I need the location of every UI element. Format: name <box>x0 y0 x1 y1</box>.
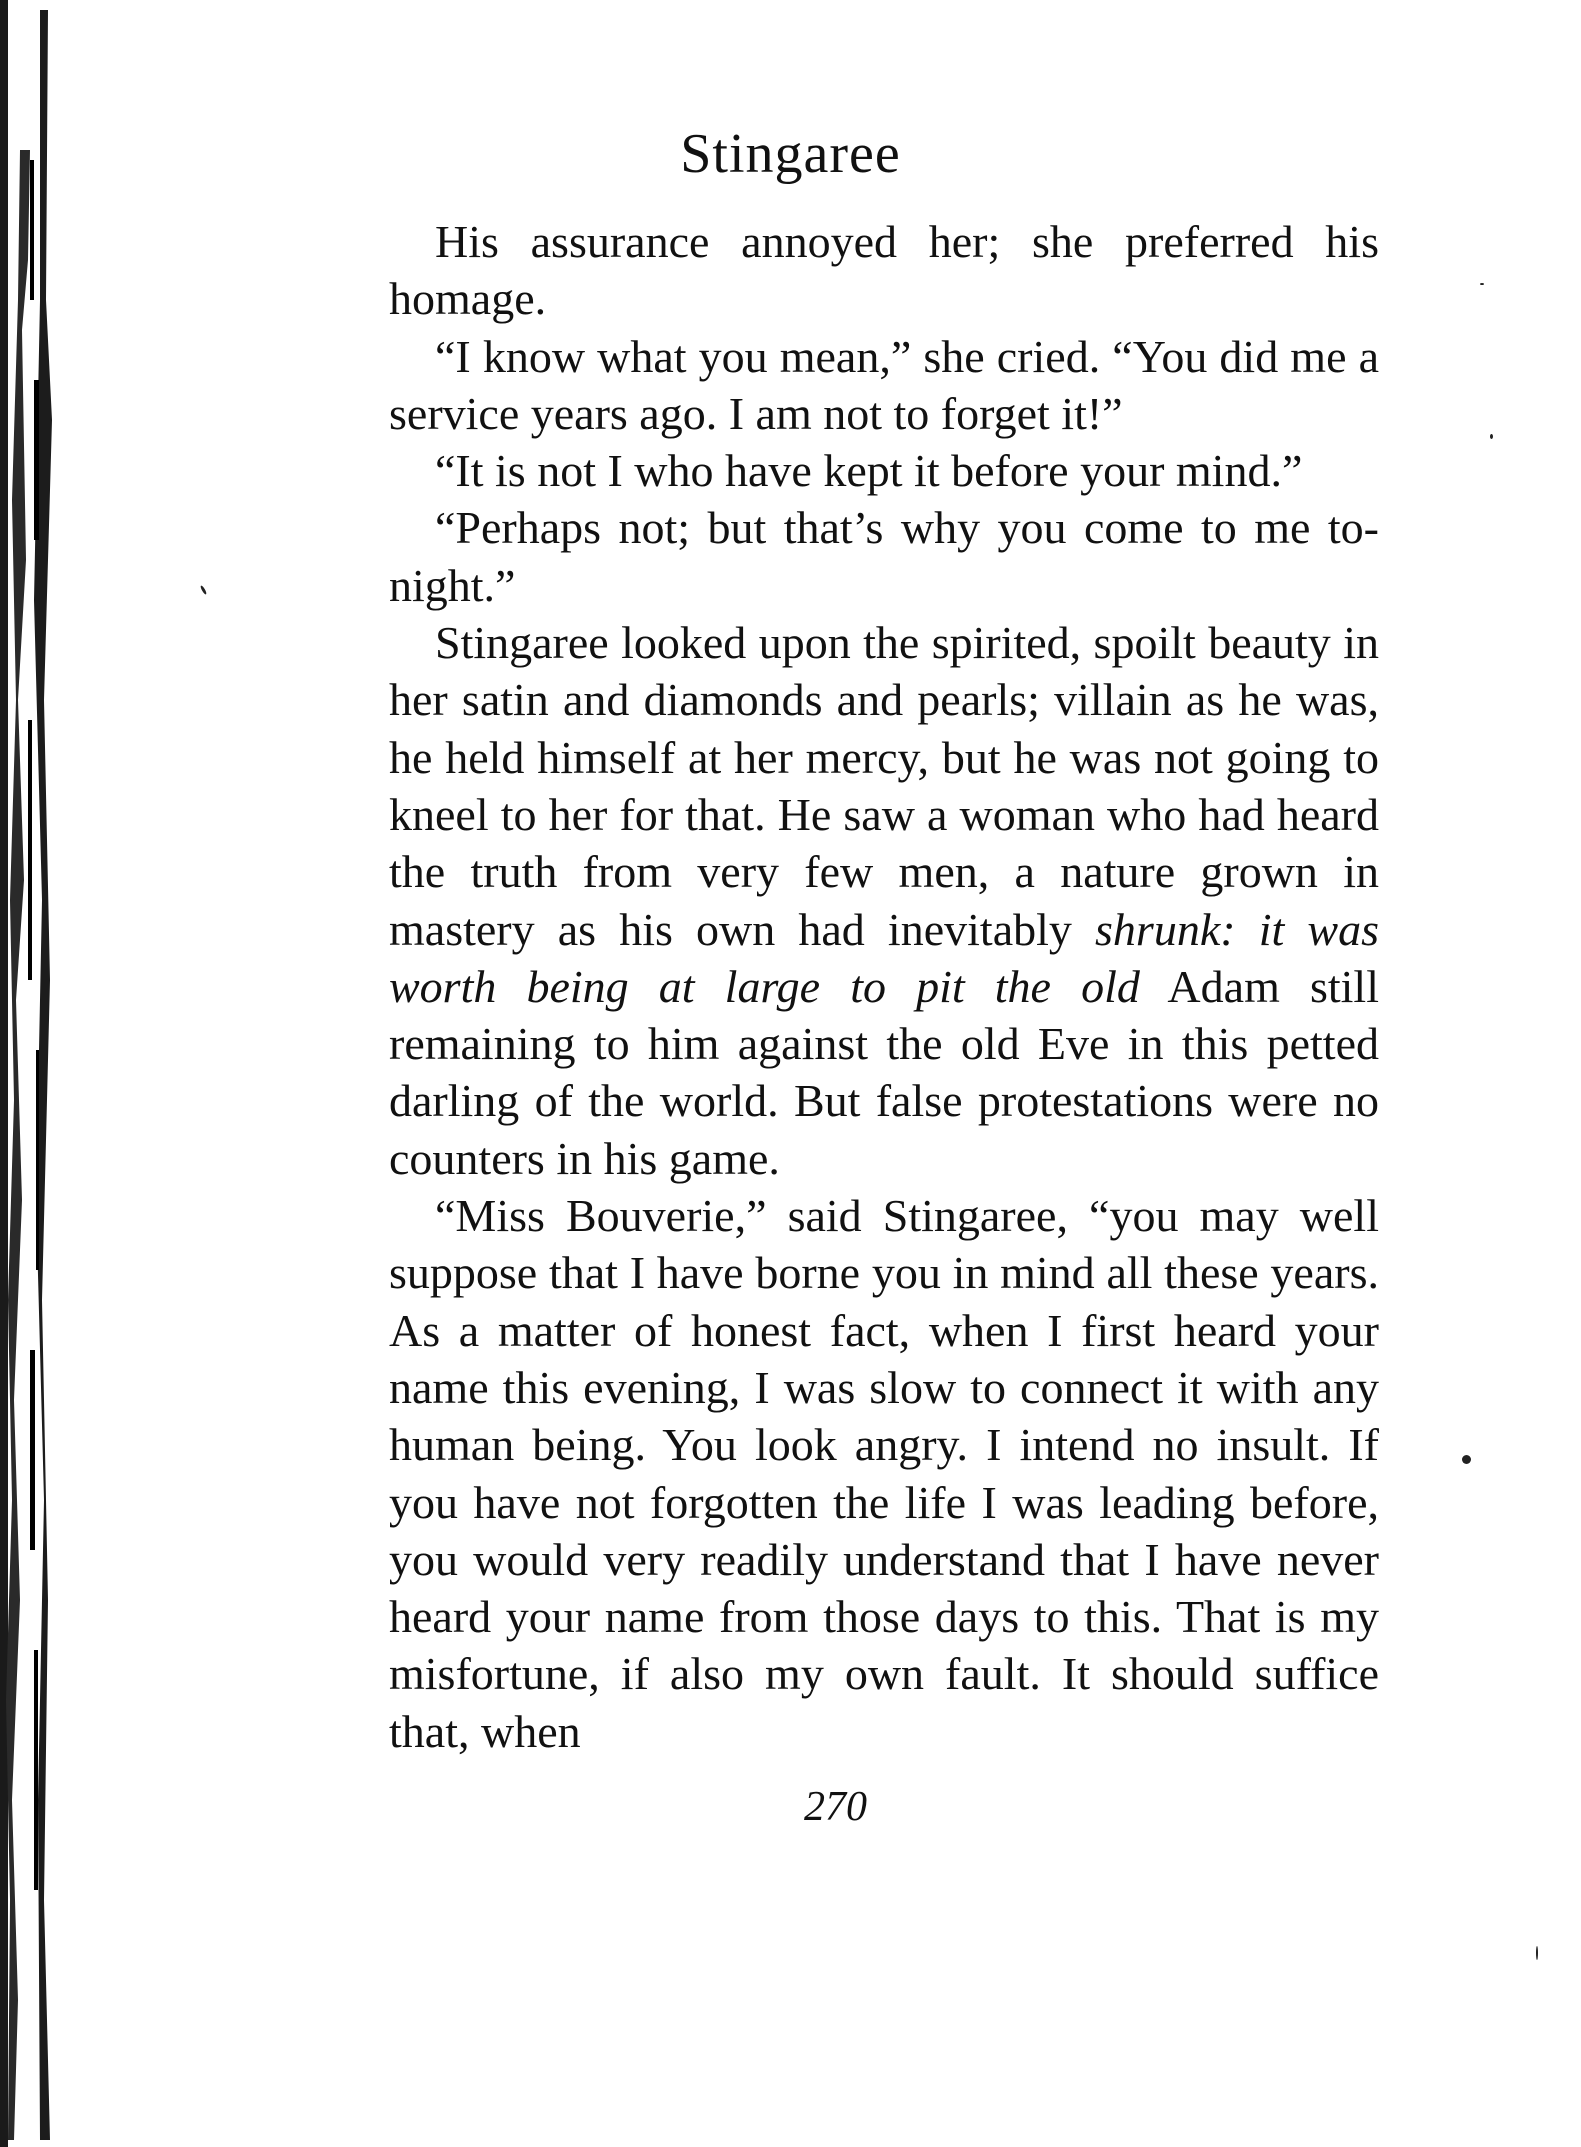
running-head: Stingaree <box>680 123 901 185</box>
paragraph-text: Stingaree looked upon the spirited, spoilt beauty in her satin and diamonds and pearls; villain as he was, he held himself at her mercy, but he was not going to kneel to her for that. He saw a woman who had heard the truth from very few men, a nature grown in mastery as his own had inevitably <box>389 617 1379 955</box>
paragraph <box>389 614 1379 1187</box>
paragraph: “Perhaps not; but that’s why you come to me to-night.” <box>389 502 1379 611</box>
paragraph-text: Adam still remaining to him against the old Eve in this petted darling of the world. But false protestations were no counters in his game. <box>389 960 1379 1184</box>
body-text <box>389 213 1379 1760</box>
scan-speck <box>1480 283 1484 285</box>
page-number: 270 <box>804 1784 867 1830</box>
paragraph: “I know what you mean,” she cried. “You did me a service years ago. I am not to forget it!” <box>389 330 1379 439</box>
scan-speck <box>1462 1455 1471 1464</box>
paragraph: His assurance annoyed her; she preferred his homage. <box>389 216 1379 325</box>
scan-speck <box>1490 434 1493 439</box>
scan-speck <box>1536 1946 1538 1960</box>
scan-speck <box>200 585 208 595</box>
italic-passage: shrunk: it was worth being at large to pit the old <box>389 903 1379 1012</box>
paragraph: “Miss Bouverie,” said Stingaree, “you may well suppose that I have borne you in mind all these years. As a matter of honest fact, when I first heard your name this evening, I was slow to connect it with any human being. You look angry. I intend no insult. If you have not forgotten the life I was leading before, you would very readily understand that I have never heard your name from those days to this. That is my misfortune, if also my own fault. It should suffice that, when <box>389 1190 1379 1757</box>
paragraph: “It is not I who have kept it before your mind.” <box>435 445 1303 497</box>
